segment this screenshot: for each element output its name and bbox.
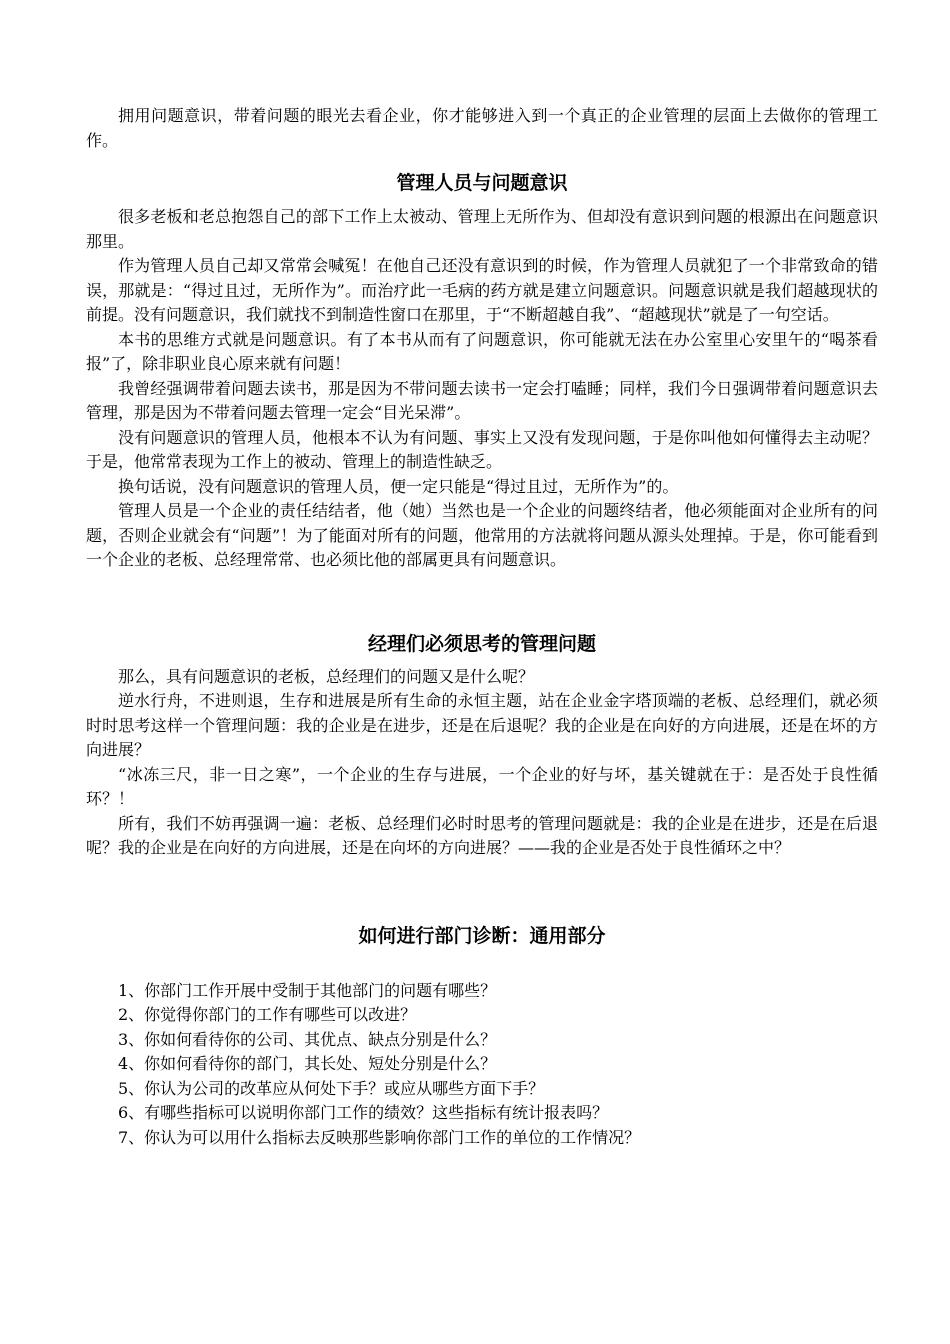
list-item: 2、你觉得你部门的工作有哪些可以改进？ bbox=[118, 1005, 417, 1024]
section-title-manager-questions: 经理们必须思考的管理问题 bbox=[367, 632, 596, 655]
paragraph: 所有，我们不妨再强调一遍：老板、总经理们必时时思考的管理问题就是：我的企业是在进步，还是在后退呢？我的企业是在向好的方向进展，还是在向坏的方向进展？——我的企业是否处于良性循环之中？ bbox=[86, 813, 878, 857]
paragraph: 我曾经强调带着问题去读书，那是因为不带问题去读书一定会打嗑睡；同样，我们今日强调带着问题意识去管理，那是因为不带着问题去管理一定会“目光呆滞”。 bbox=[86, 378, 878, 422]
paragraph: 很多老板和老总抱怨自己的部下工作上太被动、管理上无所作为、但却没有意识到问题的根源出在问题意识那里。 bbox=[86, 207, 878, 251]
paragraph: 那么，具有问题意识的老板，总经理们的问题又是什么呢？ bbox=[118, 666, 535, 686]
section2-body bbox=[86, 665, 878, 861]
paragraph: “冰冻三尺，非一日之寒”，一个企业的生存与进展，一个企业的好与坏，基关键就在于：是否处于良性循环？！ bbox=[86, 764, 878, 808]
list-item: 6、有哪些指标可以说明你部门工作的绩效？这些指标有统计报表吗？ bbox=[118, 1103, 609, 1122]
paragraph: 逆水行舟，不进则退，生存和进展是所有生命的永恒主题，站在企业金字塔顶端的老板、总经理们，就必须时时思考这样一个管理问题：我的企业是在进步，还是在后退呢？我的企业是在向好的方向进展，还是在坏的方向进展？ bbox=[86, 691, 878, 759]
paragraph: 管理人员是一个企业的责任结结者，他（她）当然也是一个企业的问题终结者，他必须能面对企业所有的问题，否则企业就会有“问题”！为了能面对所有的问题，他常用的方法就将问题从源头处理掉。于是，你可能看到一个企业的老板、总经理常常、也必须比他的部属更具有问题意识。 bbox=[86, 501, 878, 569]
section-title-department-diagnosis: 如何进行部门诊断：通用部分 bbox=[358, 924, 606, 947]
paragraph: 本书的思维方式就是问题意识。有了本书从而有了问题意识，你可能就无法在办公室里心安里午的“喝茶看报”了，除非职业良心原来就有问题！ bbox=[86, 329, 878, 373]
list-item: 7、你认为可以用什么指标去反映那些影响你部门工作的单位的工作情况？ bbox=[118, 1127, 641, 1147]
list-item: 1、你部门工作开展中受制于其他部门的问题有哪些？ bbox=[118, 980, 497, 1000]
list-item: 3、你如何看待你的公司、其优点、缺点分别是什么？ bbox=[118, 1029, 497, 1049]
section-title-managers-problem-awareness: 管理人员与问题意识 bbox=[396, 172, 568, 194]
diagnosis-question-list bbox=[86, 979, 878, 1151]
list-item: 4、你如何看待你的部门，其长处、短处分别是什么？ bbox=[118, 1054, 497, 1073]
paragraph: 没有问题意识的管理人员，他根本不认为有问题、事实上又没有发现问题，于是你叫他如何懂得去主动呢？于是，他常常表现为工作上的被动、管理上的制造性缺乏。 bbox=[86, 427, 878, 471]
list-item: 5、你认为公司的改革应从何处下手？或应从哪些方面下手？ bbox=[118, 1078, 545, 1098]
intro-paragraph: 拥用问题意识，带着问题的眼光去看企业，你才能够进入到一个真正的企业管理的层面上去做你的管理工作。 bbox=[86, 106, 878, 150]
document-page bbox=[86, 104, 878, 1150]
section1-body bbox=[86, 205, 878, 573]
paragraph: 换句话说，没有问题意识的管理人员，便一定只能是“得过且过，无所作为”的。 bbox=[118, 476, 679, 496]
paragraph: 作为管理人员自己却又常常会喊冤！在他自己还没有意识到的时候，作为管理人员就犯了一个非常致命的错误，那就是：“得过且过，无所作为”。而治疗此一毛病的药方就是建立问题意识。问题意识就是我们超越现状的前提。没有问题意识，我们就找不到制造性窗口在那里，于“不断超越自我”、“超越现状”就是了一句空话。 bbox=[86, 256, 878, 324]
